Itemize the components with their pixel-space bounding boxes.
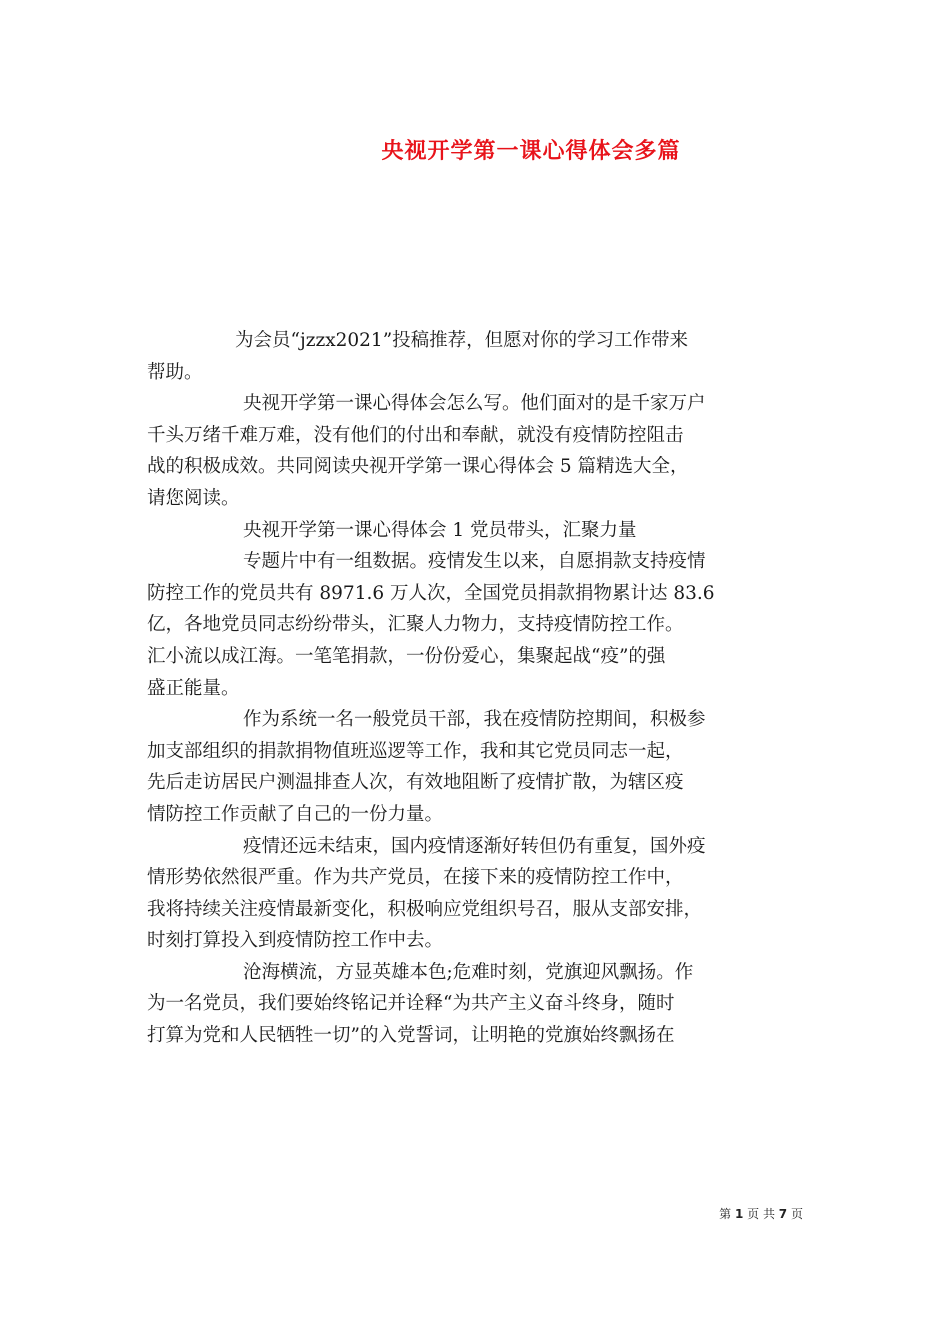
text-line: 加支部组织的捐款捐物值班巡逻等工作，我和其它党员同志一起， <box>147 740 684 762</box>
text-line: 亿，各地党员同志纷纷带头，汇聚人力物力，支持疫情防控工作。 <box>147 614 684 636</box>
text-line: 战的积极成效。共同阅读央视开学第一课心得体会 5 篇精选大全， <box>147 456 689 478</box>
text-line: 央视开学第一课心得体会 1 党员带头，汇聚力量 <box>243 519 637 541</box>
total-pages-number: 7 <box>778 1207 788 1221</box>
text-line: 疫情还远未结束，国内疫情逐渐好转但仍有重复，国外疫 <box>243 835 706 857</box>
document-body <box>147 325 827 1052</box>
text-line: 我将持续关注疫情最新变化，积极响应党组织号召，服从支部安排， <box>147 898 703 920</box>
page-number-footer <box>719 1205 803 1222</box>
text-line: 为一名党员，我们要始终铭记并诠释“为共产主义奋斗终身，随时 <box>147 993 675 1015</box>
text-line: 盛正能量。 <box>147 677 240 699</box>
text-line: 沧海横流，方显英雄本色;危难时刻，党旗迎风飘扬。作 <box>243 961 694 983</box>
text-line: 情防控工作贡献了自己的一份力量。 <box>147 803 444 825</box>
text-line: 时刻打算投入到疫情防控工作中去。 <box>147 930 444 952</box>
footer-prefix: 第 <box>719 1207 732 1221</box>
text-line: 帮助。 <box>147 361 203 383</box>
text-line: 防控工作的党员共有 8971.6 万人次，全国党员捐款捐物累计达 83.6 <box>147 582 715 604</box>
text-line: 为会员“jzzx2021”投稿推荐，但愿对你的学习工作带来 <box>235 330 689 351</box>
text-line: 先后走访居民户测温排查人次，有效地阻断了疫情扩散，为辖区疫 <box>147 772 684 794</box>
footer-middle: 页 共 <box>747 1207 775 1221</box>
text-line: 央视开学第一课心得体会怎么写。他们面对的是千家万户 <box>243 393 706 415</box>
document-title: 央视开学第一课心得体会多篇 <box>381 139 681 164</box>
text-line: 汇小流以成江海。一笔笔捐款，一份份爱心，集聚起战“疫”的强 <box>147 645 666 667</box>
text-line: 情形势依然很严重。作为共产党员，在接下来的疫情防控工作中， <box>147 867 684 889</box>
text-line: 千头万绪千难万难，没有他们的付出和奉献，就没有疫情防控阻击 <box>147 424 684 446</box>
text-line: 打算为党和人民牺牲一切”的入党誓词，让明艳的党旗始终飘扬在 <box>147 1025 675 1047</box>
text-line: 专题片中有一组数据。疫情发生以来，自愿捐款支持疫情 <box>243 551 706 573</box>
footer-suffix: 页 <box>790 1207 803 1221</box>
text-line: 作为系统一名一般党员干部，我在疫情防控期间，积极参 <box>243 709 706 731</box>
current-page-number: 1 <box>734 1207 744 1221</box>
text-line: 请您阅读。 <box>147 487 240 509</box>
